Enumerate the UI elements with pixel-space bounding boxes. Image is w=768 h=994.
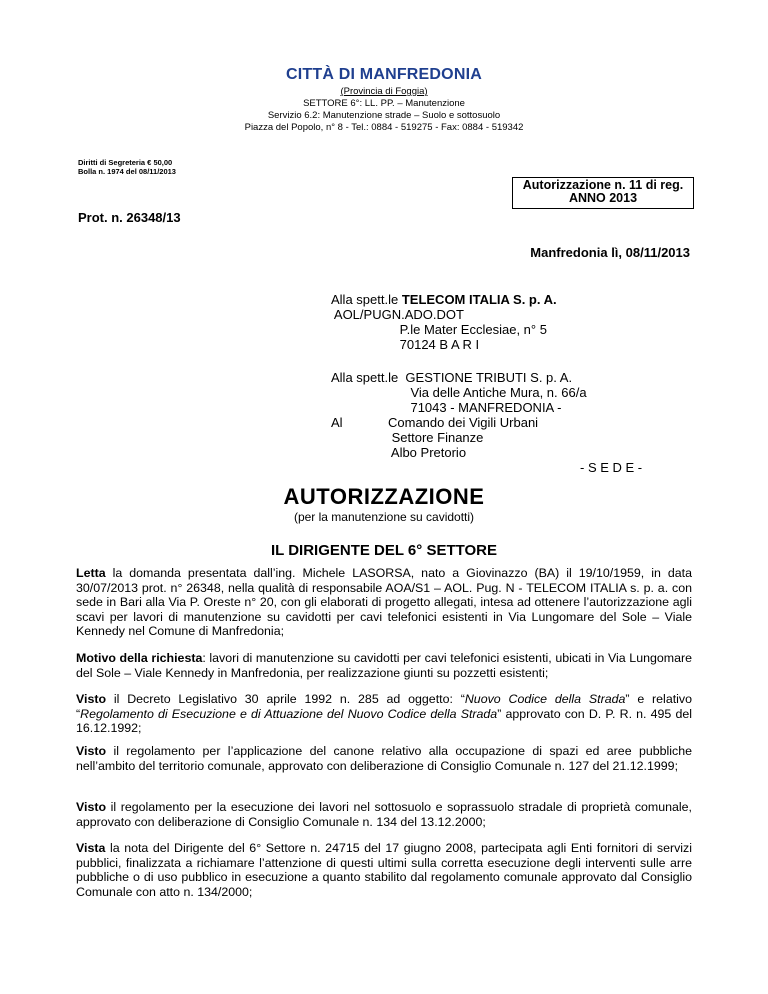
paragraph-text: il regolamento per la esecuzione dei lavori nel sottosuolo e soprassuolo stradale di proprietà comunale, approvato con deliberazione di Consiglio Comunale n. 134 del 13.12.2000; bbox=[76, 800, 692, 829]
recipient-telecom bbox=[331, 292, 557, 352]
recipient-prefix: Alla spett.le bbox=[331, 292, 402, 307]
document-title: AUTORIZZAZIONE bbox=[283, 484, 485, 509]
paragraph-lead: Vista bbox=[76, 841, 106, 855]
recipient-al-label: Al bbox=[331, 415, 343, 430]
paragraph-text: il regolamento per l’applicazione del canone relativo alla occupazione di spazi ed aree pubbliche nell’ambito del territorio comunale, approvato con deliberazione di Consiglio Comunale n. 127 del 21.12.1999; bbox=[76, 744, 692, 773]
paragraph-canone bbox=[76, 744, 692, 773]
address-line: Piazza del Popolo, n° 8 - Tel.: 0884 - 519275 - Fax: 0884 - 519342 bbox=[244, 122, 524, 133]
paragraph-letta bbox=[76, 566, 692, 639]
paragraph-lead: Motivo della richiesta bbox=[76, 651, 203, 665]
authorization-year: ANNO 2013 bbox=[568, 191, 638, 205]
paragraph-text: ” e relativo “ bbox=[76, 692, 692, 721]
law-title: Nuovo Codice della Strada bbox=[464, 692, 626, 706]
paragraph-sottosuolo bbox=[76, 800, 692, 829]
paragraph-lead: Visto bbox=[76, 744, 107, 758]
province-line: (Provincia di Foggia) bbox=[340, 86, 428, 97]
sector-line: SETTORE 6°: LL. PP. – Manutenzione bbox=[303, 98, 465, 109]
paragraph-text: la domanda presentata dall’ing. Michele LASORSA, nato a Giovinazzo (BA) il 19/10/1959, in data 30/07/2013 prot. n° 26348, nella qualità di responsabile AOA/S1 – AOL. Pug. N - TELECOM ITALIA s. p. a. con sede in Bari alla Via P. Oreste n° 20, con gli elaborati di progetto allegati, intesa ad ottenere l’autorizzazione agli scavi per lavori di manutenzione su cavidotti per cavi telefonici esistenti in Via Lungomare del Sole – Viale Kennedy nel Comune di Manfredonia; bbox=[76, 566, 692, 639]
recipient-name: TELECOM ITALIA S. p. A. bbox=[401, 292, 557, 307]
regulation-title: Regolamento di Esecuzione e di Attuazione del Nuovo Codice della Strada bbox=[80, 706, 498, 721]
recipient-local-offices: Comando dei Vigili Urbani Settore Finanze Albo Pretorio bbox=[388, 415, 539, 460]
paragraph-motivo bbox=[76, 651, 692, 680]
protocol-number: Prot. n. 26348/13 bbox=[78, 210, 181, 225]
paragraph-nota-dirigente bbox=[76, 841, 692, 899]
city-title: CITTÀ DI MANFREDONIA bbox=[286, 66, 482, 83]
paragraph-codice-strada bbox=[76, 692, 692, 736]
service-line: Servizio 6.2: Manutenzione strade – Suolo e sottosuolo bbox=[267, 110, 501, 121]
paragraph-lead: Visto bbox=[76, 692, 107, 706]
paragraph-lead: Letta bbox=[76, 566, 106, 580]
paragraph-text: la nota del Dirigente del 6° Settore n. 24715 del 17 giugno 2008, partecipata agli Enti fornitori di servizi pubblici, finalizzata a richiamare l’attenzione di questi ultimi sulla corretta esecuzione degli interventi sulle arre pubbliche o di uso pubblico in esecuzione a quanto stabilito dal regolamento comunale approvato dal Consiglio Comunale con atto n. 134/2000; bbox=[76, 841, 692, 899]
place-date: Manfredonia lì, 08/11/2013 bbox=[530, 245, 690, 260]
stamp-number: Bolla n. 1974 del 08/11/2013 bbox=[78, 167, 176, 176]
sede-label: - S E D E - bbox=[580, 460, 643, 475]
paragraph-lead: Visto bbox=[76, 800, 107, 814]
authorization-number-box bbox=[512, 177, 694, 209]
document-subtitle: (per la manutenzione su cavidotti) bbox=[293, 510, 475, 524]
recipient-address: AOL/PUGN.ADO.DOT P.le Mater Ecclesiae, n° 5 70124 B A R I bbox=[333, 307, 547, 352]
recipient-gestione-tributi: Alla spett.le GESTIONE TRIBUTI S. p. A. Via delle Antiche Mura, n. 66/a 71043 - MANFREDONIA - bbox=[331, 370, 587, 415]
paragraph-text: : lavori di manutenzione su cavidotti per cavi telefonici esistenti, ubicati in Via Lungomare del Sole – Viale Kennedy in Manfredonia, per realizzazione giunti su pozzetti esistenti; bbox=[76, 651, 692, 680]
section-heading: IL DIRIGENTE DEL 6° SETTORE bbox=[270, 542, 498, 559]
paragraph-text: ” approvato con D. P. R. n. 495 del 16.12.1992; bbox=[76, 706, 692, 736]
secretary-fees: Diritti di Segreteria € 50,00 bbox=[78, 158, 173, 167]
authorization-number: Autorizzazione n. 11 di reg. bbox=[522, 178, 684, 192]
paragraph-text: il Decreto Legislativo 30 aprile 1992 n. 285 ad oggetto: “ bbox=[106, 692, 465, 706]
